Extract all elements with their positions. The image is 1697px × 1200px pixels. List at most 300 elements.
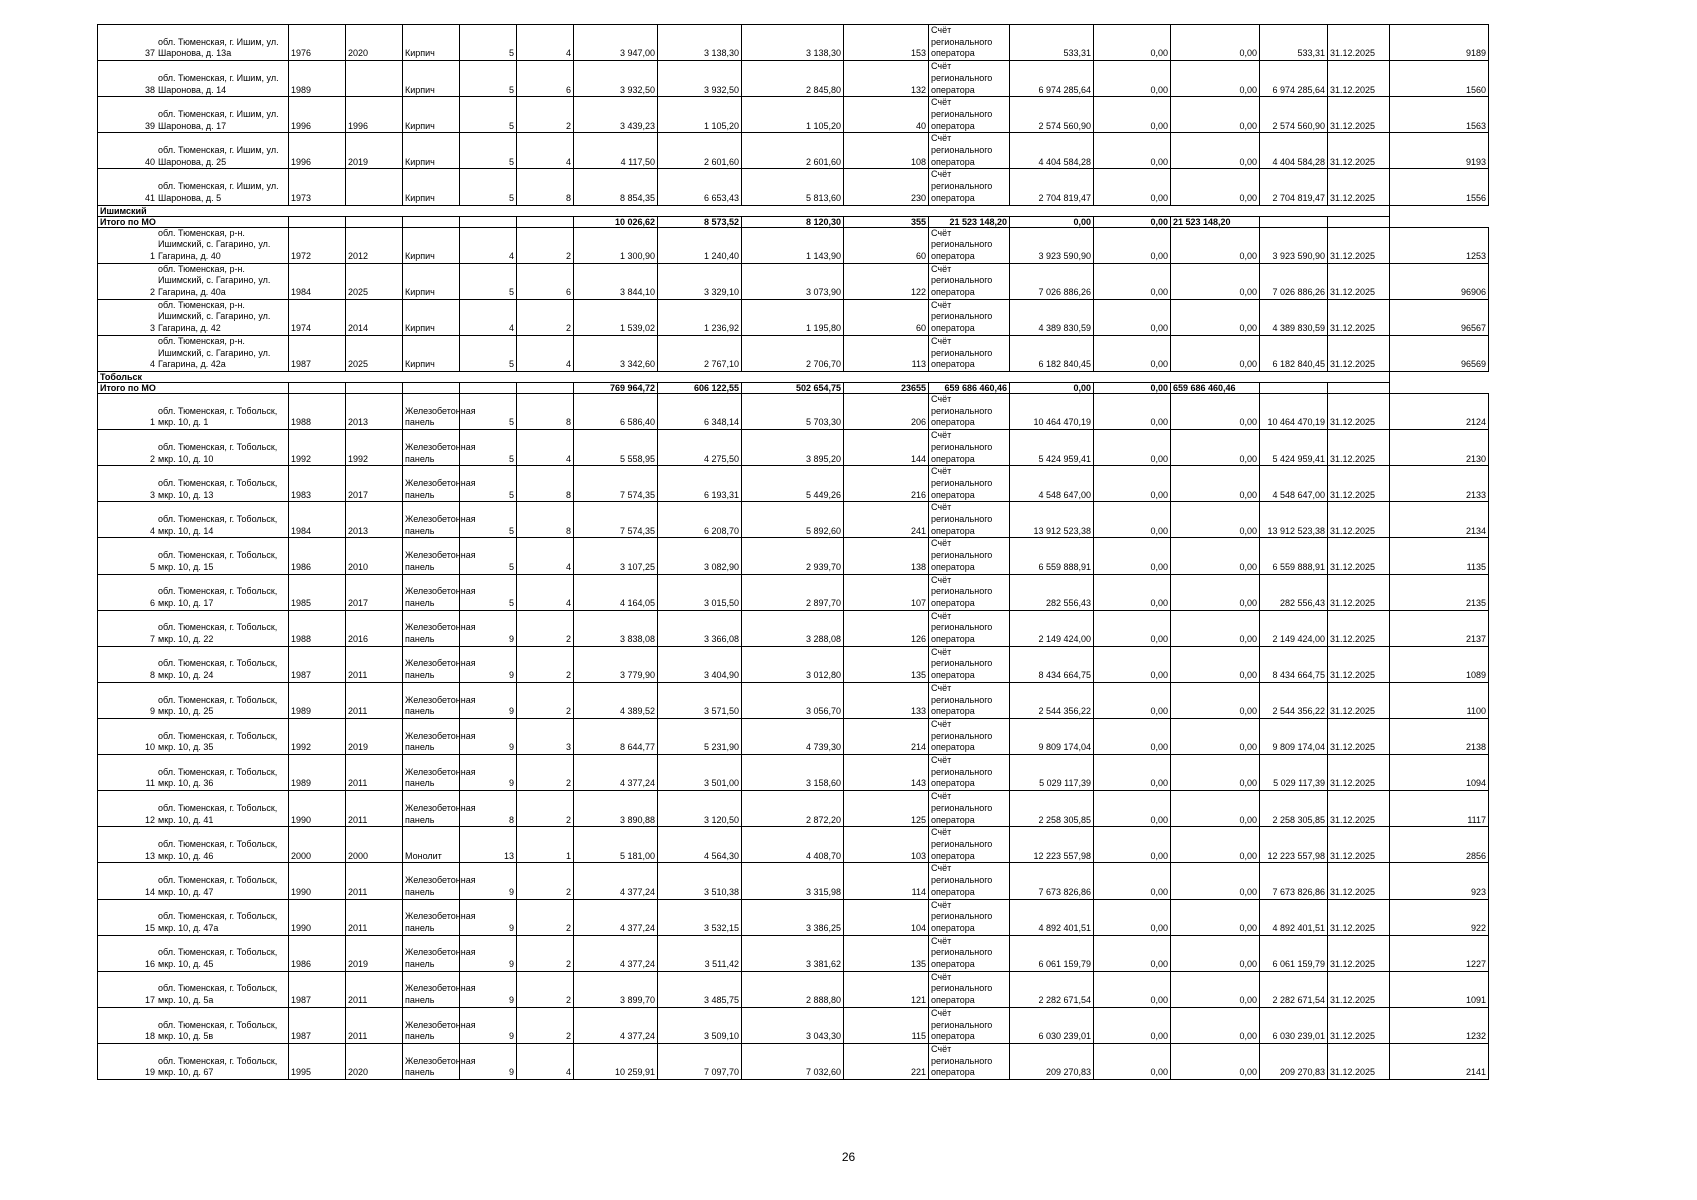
residents: 107 bbox=[844, 574, 929, 610]
address-cell bbox=[98, 610, 289, 646]
total-empty-cell bbox=[460, 382, 517, 393]
cost-c1: 0,00 bbox=[1094, 393, 1171, 429]
floors: 5 bbox=[460, 97, 517, 133]
address-text: обл. Тюменская, г. Тобольск, мкр. 10, д. 5а bbox=[158, 983, 278, 1006]
year-repair: 2019 bbox=[346, 133, 403, 169]
house-id: 96569 bbox=[1390, 335, 1489, 371]
entrances: 4 bbox=[517, 430, 574, 466]
table-row bbox=[98, 1007, 1489, 1043]
cost-c2: 0,00 bbox=[1171, 299, 1260, 335]
deadline-date: 31.12.2025 bbox=[1328, 430, 1390, 466]
cost-c1: 0,00 bbox=[1094, 1007, 1171, 1043]
area-premises: 3 509,10 bbox=[658, 1007, 742, 1043]
total-c3: 21 523 148,20 bbox=[1171, 216, 1260, 227]
repair-cost: 5 424 959,41 bbox=[1010, 430, 1094, 466]
total-empty-cell bbox=[517, 216, 574, 227]
year-repair: 2011 bbox=[346, 1007, 403, 1043]
deadline-date: 31.12.2025 bbox=[1328, 755, 1390, 791]
deadline-date: 31.12.2025 bbox=[1328, 1043, 1390, 1079]
house-id: 2124 bbox=[1390, 393, 1489, 429]
house-id: 2133 bbox=[1390, 466, 1489, 502]
section-name: Ишимский bbox=[98, 205, 1390, 216]
year-built: 1987 bbox=[289, 1007, 346, 1043]
cost-c1: 0,00 bbox=[1094, 61, 1171, 97]
cost-c1: 0,00 bbox=[1094, 791, 1171, 827]
area-premises: 3 932,50 bbox=[658, 61, 742, 97]
cost-c1: 0,00 bbox=[1094, 299, 1171, 335]
fund-source: Счёт регионального оператора bbox=[929, 646, 1010, 682]
cost-c1: 0,00 bbox=[1094, 227, 1171, 263]
cost-c3: 6 974 285,64 bbox=[1260, 61, 1328, 97]
area-living: 3 158,60 bbox=[742, 755, 844, 791]
wall-material: Железобетонная панель bbox=[403, 755, 460, 791]
cost-c1: 0,00 bbox=[1094, 538, 1171, 574]
year-repair: 2000 bbox=[346, 827, 403, 863]
row-number: 6 bbox=[149, 597, 155, 608]
area-total: 4 377,24 bbox=[574, 755, 658, 791]
address-text: обл. Тюменская, г. Тобольск, мкр. 10, д. 15 bbox=[158, 550, 278, 572]
table-row bbox=[98, 393, 1489, 429]
residents: 103 bbox=[844, 827, 929, 863]
wall-material: Кирпич bbox=[403, 335, 460, 371]
address-cell bbox=[98, 791, 289, 827]
cost-c1: 0,00 bbox=[1094, 899, 1171, 935]
row-number: 4 bbox=[149, 359, 155, 370]
residents: 133 bbox=[844, 682, 929, 718]
area-living: 2 845,80 bbox=[742, 61, 844, 97]
cost-c2: 0,00 bbox=[1171, 466, 1260, 502]
deadline-date: 31.12.2025 bbox=[1328, 1007, 1390, 1043]
entrances: 3 bbox=[517, 718, 574, 754]
deadline-date: 31.12.2025 bbox=[1328, 863, 1390, 899]
total-area-total: 769 964,72 bbox=[574, 382, 658, 393]
cost-c3: 6 061 159,79 bbox=[1260, 935, 1328, 971]
repair-cost: 4 548 647,00 bbox=[1010, 466, 1094, 502]
cost-c1: 0,00 bbox=[1094, 466, 1171, 502]
area-living: 5 892,60 bbox=[742, 502, 844, 538]
entrances: 4 bbox=[517, 574, 574, 610]
cost-c3: 4 389 830,59 bbox=[1260, 299, 1328, 335]
total-area-living: 8 120,30 bbox=[742, 216, 844, 227]
wall-material: Железобетонная панель bbox=[403, 935, 460, 971]
address-cell bbox=[98, 718, 289, 754]
area-total: 3 899,70 bbox=[574, 971, 658, 1007]
area-premises: 1 236,92 bbox=[658, 299, 742, 335]
row-number: 3 bbox=[149, 323, 155, 334]
address-cell bbox=[98, 538, 289, 574]
address-cell bbox=[98, 393, 289, 429]
area-premises: 6 653,43 bbox=[658, 169, 742, 205]
total-label: Итого по МО bbox=[98, 382, 289, 393]
cost-c3: 6 030 239,01 bbox=[1260, 1007, 1328, 1043]
floors: 5 bbox=[460, 263, 517, 299]
table-row bbox=[98, 755, 1489, 791]
table-row bbox=[98, 899, 1489, 935]
entrances: 8 bbox=[517, 169, 574, 205]
year-built: 1973 bbox=[289, 169, 346, 205]
row-number: 1 bbox=[149, 250, 155, 261]
total-label: Итого по МО bbox=[98, 216, 289, 227]
floors: 9 bbox=[460, 1043, 517, 1079]
area-living: 3 073,90 bbox=[742, 263, 844, 299]
residents: 108 bbox=[844, 133, 929, 169]
year-repair: 2013 bbox=[346, 393, 403, 429]
year-repair: 2010 bbox=[346, 538, 403, 574]
floors: 9 bbox=[460, 863, 517, 899]
house-id: 1232 bbox=[1390, 1007, 1489, 1043]
house-id: 1135 bbox=[1390, 538, 1489, 574]
area-total: 1 300,90 bbox=[574, 227, 658, 263]
deadline-date: 31.12.2025 bbox=[1328, 682, 1390, 718]
row-number: 37 bbox=[144, 48, 155, 59]
address-cell bbox=[98, 755, 289, 791]
address-text: обл. Тюменская, г. Тобольск, мкр. 10, д. 47а bbox=[158, 911, 278, 933]
floors: 8 bbox=[460, 791, 517, 827]
section-header-row bbox=[98, 205, 1489, 216]
cost-c3: 209 270,83 bbox=[1260, 1043, 1328, 1079]
address-cell bbox=[98, 971, 289, 1007]
row-number: 38 bbox=[144, 84, 155, 95]
table-row bbox=[98, 263, 1489, 299]
table-row bbox=[98, 863, 1489, 899]
address-cell bbox=[98, 335, 289, 371]
fund-source: Счёт регионального оператора bbox=[929, 466, 1010, 502]
address-text: обл. Тюменская, г. Ишим, ул. Шаронова, д. 14 bbox=[158, 72, 279, 95]
year-built: 1990 bbox=[289, 863, 346, 899]
cost-c2: 0,00 bbox=[1171, 863, 1260, 899]
table-row bbox=[98, 502, 1489, 538]
row-number: 17 bbox=[144, 995, 155, 1006]
fund-source: Счёт регионального оператора bbox=[929, 935, 1010, 971]
area-living: 1 143,90 bbox=[742, 227, 844, 263]
repair-cost: 6 182 840,45 bbox=[1010, 335, 1094, 371]
wall-material: Кирпич bbox=[403, 263, 460, 299]
floors: 5 bbox=[460, 61, 517, 97]
year-built: 1992 bbox=[289, 718, 346, 754]
year-repair: 2011 bbox=[346, 682, 403, 718]
fund-source: Счёт регионального оператора bbox=[929, 393, 1010, 429]
residents: 135 bbox=[844, 935, 929, 971]
entrances: 2 bbox=[517, 755, 574, 791]
residents: 104 bbox=[844, 899, 929, 935]
house-id: 2130 bbox=[1390, 430, 1489, 466]
cost-c3: 3 923 590,90 bbox=[1260, 227, 1328, 263]
area-total: 3 890,88 bbox=[574, 791, 658, 827]
area-living: 3 056,70 bbox=[742, 682, 844, 718]
table-row bbox=[98, 335, 1489, 371]
wall-material: Железобетонная панель bbox=[403, 646, 460, 682]
entrances: 2 bbox=[517, 1007, 574, 1043]
wall-material: Железобетонная панель bbox=[403, 1043, 460, 1079]
address-text: обл. Тюменская, г. Тобольск, мкр. 10, д. 47 bbox=[158, 875, 278, 897]
house-id: 1556 bbox=[1390, 169, 1489, 205]
row-number: 2 bbox=[149, 453, 155, 464]
row-number: 10 bbox=[144, 742, 155, 753]
table-row bbox=[98, 97, 1489, 133]
fund-source: Счёт регионального оператора bbox=[929, 538, 1010, 574]
address-cell bbox=[98, 574, 289, 610]
area-living: 4 408,70 bbox=[742, 827, 844, 863]
area-living: 3 381,62 bbox=[742, 935, 844, 971]
cost-c2: 0,00 bbox=[1171, 97, 1260, 133]
wall-material: Железобетонная панель bbox=[403, 538, 460, 574]
repair-cost: 2 704 819,47 bbox=[1010, 169, 1094, 205]
row-number: 8 bbox=[149, 670, 155, 681]
fund-source: Счёт регионального оператора bbox=[929, 791, 1010, 827]
address-text: обл. Тюменская, р-н. Ишимский, с. Гагарино, ул. Гагарина, д. 42 bbox=[158, 299, 271, 334]
area-living: 3 043,30 bbox=[742, 1007, 844, 1043]
wall-material: Железобетонная панель bbox=[403, 502, 460, 538]
area-premises: 3 511,42 bbox=[658, 935, 742, 971]
fund-source: Счёт регионального оператора bbox=[929, 133, 1010, 169]
house-id: 2138 bbox=[1390, 718, 1489, 754]
wall-material: Кирпич bbox=[403, 169, 460, 205]
area-premises: 5 231,90 bbox=[658, 718, 742, 754]
repair-cost: 8 434 664,75 bbox=[1010, 646, 1094, 682]
residents: 214 bbox=[844, 718, 929, 754]
area-premises: 3 329,10 bbox=[658, 263, 742, 299]
fund-source: Счёт регионального оператора bbox=[929, 263, 1010, 299]
row-number: 7 bbox=[149, 634, 155, 645]
area-total: 7 574,35 bbox=[574, 502, 658, 538]
area-premises: 3 501,00 bbox=[658, 755, 742, 791]
address-text: обл. Тюменская, г. Тобольск, мкр. 10, д. 41 bbox=[158, 802, 278, 825]
address-cell bbox=[98, 682, 289, 718]
wall-material: Кирпич bbox=[403, 299, 460, 335]
section-header-row bbox=[98, 371, 1489, 382]
cost-c3: 13 912 523,38 bbox=[1260, 502, 1328, 538]
row-number: 9 bbox=[149, 706, 155, 717]
cost-c1: 0,00 bbox=[1094, 935, 1171, 971]
floors: 5 bbox=[460, 466, 517, 502]
wall-material: Железобетонная панель bbox=[403, 393, 460, 429]
cost-c3: 8 434 664,75 bbox=[1260, 646, 1328, 682]
cost-c3: 7 673 826,86 bbox=[1260, 863, 1328, 899]
total-area-premises: 8 573,52 bbox=[658, 216, 742, 227]
address-cell bbox=[98, 263, 289, 299]
cost-c3: 7 026 886,26 bbox=[1260, 263, 1328, 299]
area-living: 2 897,70 bbox=[742, 574, 844, 610]
cost-c1: 0,00 bbox=[1094, 610, 1171, 646]
year-built: 1988 bbox=[289, 610, 346, 646]
residents: 143 bbox=[844, 755, 929, 791]
total-row bbox=[98, 216, 1489, 227]
cost-c1: 0,00 bbox=[1094, 863, 1171, 899]
area-total: 1 539,02 bbox=[574, 299, 658, 335]
total-empty-cell bbox=[1328, 216, 1390, 227]
house-id: 1094 bbox=[1390, 755, 1489, 791]
area-premises: 3 510,38 bbox=[658, 863, 742, 899]
year-repair: 2020 bbox=[346, 1043, 403, 1079]
cost-c3: 2 544 356,22 bbox=[1260, 682, 1328, 718]
floors: 5 bbox=[460, 430, 517, 466]
floors: 5 bbox=[460, 502, 517, 538]
cost-c2: 0,00 bbox=[1171, 971, 1260, 1007]
year-repair: 1992 bbox=[346, 430, 403, 466]
address-cell bbox=[98, 1007, 289, 1043]
deadline-date: 31.12.2025 bbox=[1328, 299, 1390, 335]
year-repair bbox=[346, 61, 403, 97]
cost-c1: 0,00 bbox=[1094, 169, 1171, 205]
table-row bbox=[98, 169, 1489, 205]
total-c1: 0,00 bbox=[1010, 216, 1094, 227]
wall-material: Кирпич bbox=[403, 133, 460, 169]
entrances: 4 bbox=[517, 25, 574, 61]
area-living: 1 105,20 bbox=[742, 97, 844, 133]
area-premises: 3 485,75 bbox=[658, 971, 742, 1007]
address-cell bbox=[98, 899, 289, 935]
cost-c3: 2 258 305,85 bbox=[1260, 791, 1328, 827]
table-row bbox=[98, 299, 1489, 335]
fund-source: Счёт регионального оператора bbox=[929, 227, 1010, 263]
repair-cost: 2 544 356,22 bbox=[1010, 682, 1094, 718]
repair-cost: 282 556,43 bbox=[1010, 574, 1094, 610]
wall-material: Железобетонная панель bbox=[403, 466, 460, 502]
cost-c1: 0,00 bbox=[1094, 263, 1171, 299]
year-built: 1989 bbox=[289, 682, 346, 718]
cost-c1: 0,00 bbox=[1094, 502, 1171, 538]
cost-c3: 2 282 671,54 bbox=[1260, 971, 1328, 1007]
cost-c3: 533,31 bbox=[1260, 25, 1328, 61]
fund-source: Счёт регионального оператора bbox=[929, 755, 1010, 791]
deadline-date: 31.12.2025 bbox=[1328, 335, 1390, 371]
year-repair: 2019 bbox=[346, 718, 403, 754]
entrances: 4 bbox=[517, 538, 574, 574]
cost-c2: 0,00 bbox=[1171, 827, 1260, 863]
house-id: 2135 bbox=[1390, 574, 1489, 610]
deadline-date: 31.12.2025 bbox=[1328, 538, 1390, 574]
house-id: 1253 bbox=[1390, 227, 1489, 263]
total-area-total: 10 026,62 bbox=[574, 216, 658, 227]
deadline-date: 31.12.2025 bbox=[1328, 610, 1390, 646]
year-built: 1996 bbox=[289, 97, 346, 133]
area-living: 3 288,08 bbox=[742, 610, 844, 646]
repair-cost: 533,31 bbox=[1010, 25, 1094, 61]
area-total: 3 838,08 bbox=[574, 610, 658, 646]
address-cell bbox=[98, 827, 289, 863]
cost-c3: 6 182 840,45 bbox=[1260, 335, 1328, 371]
residents: 153 bbox=[844, 25, 929, 61]
address-cell bbox=[98, 299, 289, 335]
entrances: 2 bbox=[517, 971, 574, 1007]
year-repair: 2019 bbox=[346, 935, 403, 971]
area-total: 5 181,00 bbox=[574, 827, 658, 863]
deadline-date: 31.12.2025 bbox=[1328, 935, 1390, 971]
deadline-date: 31.12.2025 bbox=[1328, 899, 1390, 935]
repair-cost: 5 029 117,39 bbox=[1010, 755, 1094, 791]
wall-material: Железобетонная панель bbox=[403, 574, 460, 610]
table-row bbox=[98, 610, 1489, 646]
total-empty-cell bbox=[289, 216, 346, 227]
total-row bbox=[98, 382, 1489, 393]
row-number: 39 bbox=[144, 120, 155, 131]
row-number: 1 bbox=[149, 417, 155, 428]
area-premises: 3 120,50 bbox=[658, 791, 742, 827]
floors: 9 bbox=[460, 755, 517, 791]
total-c3: 659 686 460,46 bbox=[1171, 382, 1260, 393]
area-premises: 3 015,50 bbox=[658, 574, 742, 610]
address-text: обл. Тюменская, г. Тобольск, мкр. 10, д. 22 bbox=[158, 622, 278, 645]
area-living: 2 706,70 bbox=[742, 335, 844, 371]
entrances: 1 bbox=[517, 827, 574, 863]
area-total: 3 107,25 bbox=[574, 538, 658, 574]
cost-c2: 0,00 bbox=[1171, 169, 1260, 205]
residents: 122 bbox=[844, 263, 929, 299]
fund-source: Счёт регионального оператора bbox=[929, 827, 1010, 863]
cost-c1: 0,00 bbox=[1094, 682, 1171, 718]
address-text: обл. Тюменская, г. Ишим, ул. Шаронова, д. 5 bbox=[158, 181, 279, 203]
cost-c2: 0,00 bbox=[1171, 791, 1260, 827]
deadline-date: 31.12.2025 bbox=[1328, 646, 1390, 682]
cost-c2: 0,00 bbox=[1171, 1007, 1260, 1043]
cost-c3: 5 424 959,41 bbox=[1260, 430, 1328, 466]
total-empty-cell bbox=[517, 382, 574, 393]
cost-c1: 0,00 bbox=[1094, 755, 1171, 791]
cost-c2: 0,00 bbox=[1171, 1043, 1260, 1079]
floors: 5 bbox=[460, 169, 517, 205]
repair-cost: 2 149 424,00 bbox=[1010, 610, 1094, 646]
cost-c3: 4 892 401,51 bbox=[1260, 899, 1328, 935]
area-living: 2 601,60 bbox=[742, 133, 844, 169]
cost-c2: 0,00 bbox=[1171, 574, 1260, 610]
total-residents: 23655 bbox=[844, 382, 929, 393]
year-repair: 2011 bbox=[346, 755, 403, 791]
cost-c1: 0,00 bbox=[1094, 718, 1171, 754]
floors: 9 bbox=[460, 610, 517, 646]
cost-c3: 6 559 888,91 bbox=[1260, 538, 1328, 574]
table-row bbox=[98, 227, 1489, 263]
residents: 135 bbox=[844, 646, 929, 682]
wall-material: Железобетонная панель bbox=[403, 971, 460, 1007]
entrances: 2 bbox=[517, 682, 574, 718]
repair-cost: 2 574 560,90 bbox=[1010, 97, 1094, 133]
cost-c2: 0,00 bbox=[1171, 718, 1260, 754]
deadline-date: 31.12.2025 bbox=[1328, 61, 1390, 97]
repair-cost: 4 389 830,59 bbox=[1010, 299, 1094, 335]
total-empty-cell bbox=[1328, 382, 1390, 393]
area-premises: 3 404,90 bbox=[658, 646, 742, 682]
floors: 5 bbox=[460, 335, 517, 371]
fund-source: Счёт регионального оператора bbox=[929, 299, 1010, 335]
cost-c2: 0,00 bbox=[1171, 61, 1260, 97]
total-empty-cell bbox=[1260, 216, 1328, 227]
total-empty-cell bbox=[460, 216, 517, 227]
address-cell bbox=[98, 863, 289, 899]
table-row bbox=[98, 718, 1489, 754]
repair-cost: 209 270,83 bbox=[1010, 1043, 1094, 1079]
repair-cost: 6 974 285,64 bbox=[1010, 61, 1094, 97]
fund-source: Счёт регионального оператора bbox=[929, 1043, 1010, 1079]
cost-c1: 0,00 bbox=[1094, 430, 1171, 466]
area-premises: 3 571,50 bbox=[658, 682, 742, 718]
table-row bbox=[98, 61, 1489, 97]
row-number: 12 bbox=[144, 814, 155, 825]
deadline-date: 31.12.2025 bbox=[1328, 169, 1390, 205]
fund-source: Счёт регионального оператора bbox=[929, 863, 1010, 899]
entrances: 2 bbox=[517, 227, 574, 263]
house-id: 2137 bbox=[1390, 610, 1489, 646]
entrances: 2 bbox=[517, 899, 574, 935]
address-text: обл. Тюменская, г. Тобольск, мкр. 10, д. 36 bbox=[158, 766, 278, 789]
cost-c1: 0,00 bbox=[1094, 133, 1171, 169]
area-premises: 3 138,30 bbox=[658, 25, 742, 61]
total-empty-cell bbox=[403, 216, 460, 227]
year-built: 1986 bbox=[289, 935, 346, 971]
area-total: 3 439,23 bbox=[574, 97, 658, 133]
entrances: 4 bbox=[517, 1043, 574, 1079]
house-id: 922 bbox=[1390, 899, 1489, 935]
total-empty-cell bbox=[1260, 382, 1328, 393]
